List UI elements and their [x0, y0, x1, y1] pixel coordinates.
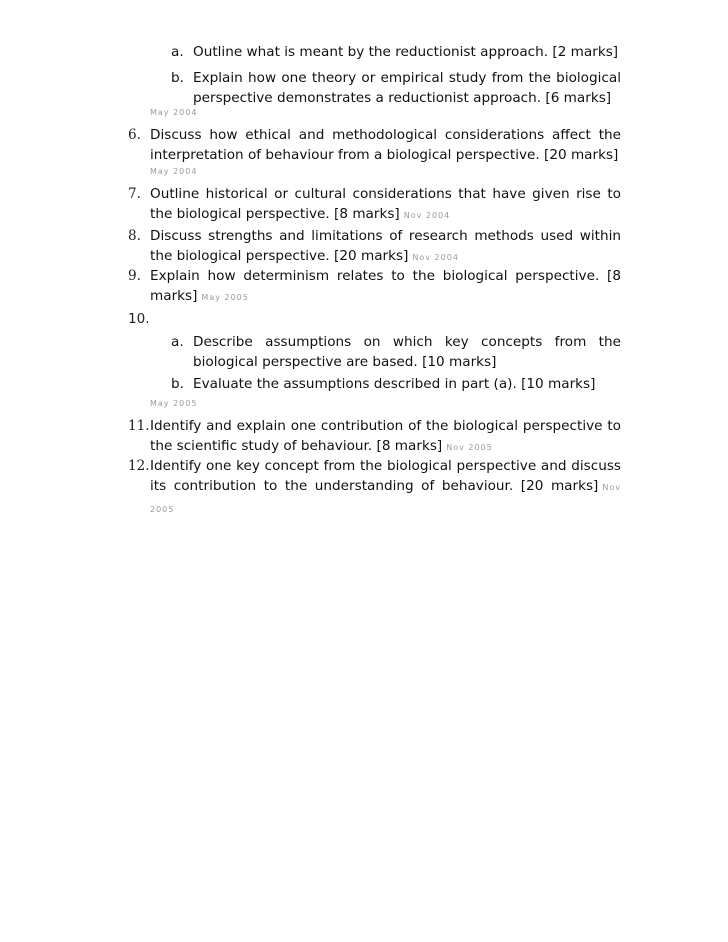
- sub-label: b.: [171, 376, 184, 392]
- question-10a: [171, 332, 621, 372]
- question-text: [150, 416, 621, 458]
- exam-date: May 2005: [150, 399, 198, 408]
- question-number: 6.: [128, 127, 141, 143]
- exam-date: Nov 2004: [403, 211, 451, 220]
- question-number: 11.: [128, 418, 150, 434]
- question-number: 8.: [128, 228, 141, 244]
- question-5a: [171, 42, 621, 62]
- exam-date: May 2004: [150, 167, 198, 176]
- question-body: Explain how determinism relates to the biological perspective. [8 marks]: [150, 268, 621, 304]
- question-9: [128, 266, 621, 308]
- question-12: [128, 456, 621, 520]
- question-body: Identify one key concept from the biological perspective and discuss its contribution to the understanding of behaviour. [20 marks]: [150, 458, 621, 494]
- question-10b: [171, 374, 621, 394]
- question-number: 10.: [128, 311, 150, 327]
- sub-text: Explain how one theory or empirical study from the biological perspective demonstrates a reductionist approach. [6 marks]: [193, 70, 621, 106]
- question-body: Identify and explain one contribution of the biological perspective to the scientific study of behaviour. [8 marks]: [150, 418, 621, 454]
- question-text: Discuss how ethical and methodological considerations affect the interpretation of behaviour from a biological perspective. [20 marks]: [150, 127, 621, 163]
- sub-text: Evaluate the assumptions described in part (a). [10 marks]: [193, 376, 596, 392]
- question-text: [150, 456, 621, 520]
- question-7: [128, 184, 621, 226]
- question-number: 9.: [128, 268, 141, 284]
- question-text: [150, 226, 621, 268]
- exam-date: Nov 2004: [412, 253, 459, 262]
- sub-text: Describe assumptions on which key concepts from the biological perspective are based. [10 marks]: [193, 334, 621, 370]
- exam-date: Nov 2005: [150, 483, 621, 514]
- sub-label: a.: [171, 334, 184, 350]
- question-body: Outline historical or cultural considerations that have given rise to the biological perspective. [8 marks]: [150, 186, 621, 222]
- question-number: 12.: [128, 458, 150, 474]
- exam-date: Nov 2005: [446, 443, 493, 452]
- question-body: Discuss strengths and limitations of research methods used within the biological perspective. [20 marks]: [150, 228, 621, 264]
- question-number: 7.: [128, 186, 141, 202]
- sub-label: b.: [171, 70, 184, 86]
- question-5b: [171, 68, 621, 108]
- question-8: [128, 226, 621, 268]
- question-6: [128, 125, 621, 165]
- question-text: [150, 184, 621, 226]
- question-text: [150, 266, 621, 308]
- sub-text: Outline what is meant by the reductionist approach. [2 marks]: [193, 44, 619, 60]
- sub-label: a.: [171, 44, 184, 60]
- exam-date: May 2004: [150, 108, 198, 117]
- exam-date: May 2005: [201, 293, 249, 302]
- question-11: [128, 416, 621, 458]
